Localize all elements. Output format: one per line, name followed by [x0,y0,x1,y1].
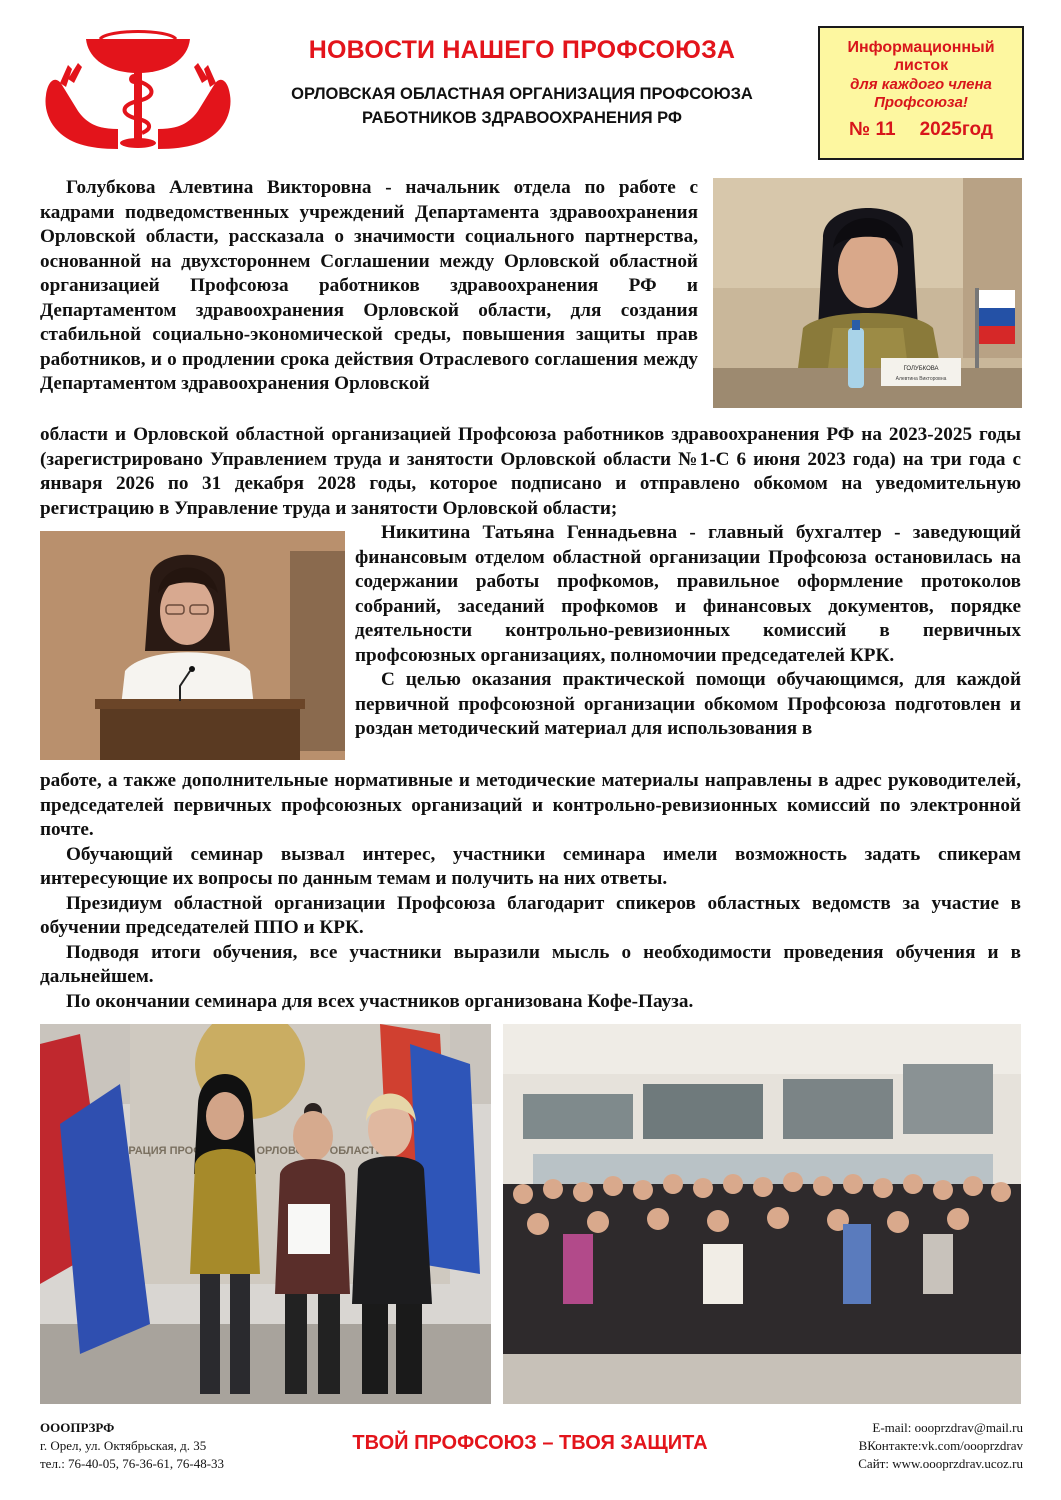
photo-group-three [40,1024,491,1404]
para2-text: Никитина Татьяна Геннадьевна - главный бухгалтер - заведующий финансовым отделом областной организации Профсоюза остановилась на содержании работы профкомов, правильное оформление протоколов собраний, заседаний профкомов и финансовых документов, порядке деятельности контрольно-ревизионных комиссий в первичных профсоюзных организациях, полномочии председателей КРК. [355,522,1021,666]
article-paragraph-3 [40,769,1021,1014]
info-line4: Профсоюза! [874,94,968,111]
footer-address: г. Орел, ул. Октябрьская, д. 35 [40,1438,207,1453]
emblem-text: ФЕДЕРАЦИЯ ОРЛОВСКОЙ ОБЛАСТИ [96,1145,384,1157]
photo-seminar-participants [503,1024,1021,1404]
newsletter-title: НОВОСТИ НАШЕГО ПРОФСОЮЗА [308,36,736,64]
issue-number-row [820,119,1022,141]
subtitle-line1: ОРЛОВСКАЯ ОБЛАСТНАЯ ОРГАНИЗАЦИЯ ПРОФСОЮЗА [291,85,753,103]
footer-site-link[interactable]: Сайт: www.oooprzdrav.ucoz.ru [858,1456,1023,1471]
organization-subtitle [252,82,792,130]
nameplate-surname: ГОЛУБКОВА [903,366,939,372]
info-line3: для каждого члена [850,75,992,93]
para5-text: Президиум областной организации Профсоюза благодарит спикеров областных ведомств за участие в обучении председателей ППО и КРК. [40,892,1021,938]
photo-speaker-golubkova [713,178,1022,408]
footer-phones: тел.: 76-40-05, 76-36-61, 76-48-33 [40,1456,225,1471]
info-line2: листок [893,57,949,74]
para1-top-text: Голубкова Алевтина Викторовна - начальник отдела по работе с кадрами подведомственных учреждений Департамента здравоохранения Орловской области, рассказала о значимости социального партнерства, основанной на двухстороннем Соглашении между Орловской областной организацией Профсоюза работников здравоохранения РФ и Департаментом здравоохранения Орловской области, для создания стабильной социально-экономической среды, повышения защиты прав работников, и о продлении срока действия Отраслевого соглашения между Департаментом здравоохранения Орловской [40,177,698,394]
footer-contacts-right [858,1419,1023,1473]
para6-text: Подводя итоги обучения, все участники выразили мысль о необходимости проведения обучения и в дальнейшем. [40,941,1021,987]
article-paragraph-1-bottom [40,423,1021,521]
footer-slogan: ТВОЙ ПРОФСОЮЗ – ТВОЯ ЗАЩИТА [352,1432,708,1454]
para3-top-text: С целью оказания практической помощи обучающимся, для каждой первичной профсоюзной организации обкомом Профсоюза подготовлен и роздан методический материал для использования в [355,669,1021,739]
info-line1: Информационный [847,39,995,56]
nameplate-name: Алевтина Викторовна [895,376,947,382]
para1-bottom-text: области и Орловской областной организацией Профсоюза работников здравоохранения РФ на 2023-2025 годы (зарегистрировано Управлением труда и занятости Орловской области №1-С 6 июня 2023 года) на три года с января 2026 по 31 декабря 2028 годы, которое подписано и отправлено обкомом на уведомительную регистрацию в Управление труда и занятости Орловской области; [40,424,1021,519]
footer-vk-link[interactable]: ВКонтакте:vk.com/oooprzdrav [858,1438,1023,1453]
footer-org: ОООПРЗРФ [40,1420,115,1435]
para4-text: Обучающий семинар вызвал интерес, участники семинара имели возможность задать спикерам интересующие их вопросы по данным темам и получить на них ответы. [40,843,1021,889]
issue-year: 2025год [919,118,993,140]
issue-info-box [818,26,1024,160]
para7-text: По окончании семинара для всех участников организована Кофе-Пауза. [66,990,694,1012]
para3-bottom-text: работе, а также дополнительные нормативные и методические материалы направлены в адрес руководителей, председателей первичных профсоюзных организаций и контрольно-ревизионных комиссий по электронной почте. [40,770,1021,840]
footer-contacts-left [40,1419,224,1473]
union-logo [38,25,238,155]
article-paragraph-2 [355,521,1021,742]
subtitle-line2: РАБОТНИКОВ ЗДРАВООХРАНЕНИЯ РФ [361,109,683,127]
footer-email[interactable]: E-mail: oooprzdrav@mail.ru [872,1420,1023,1435]
issue-number: № 11 [849,118,896,140]
photo-speaker-nikitina [40,531,345,760]
article-paragraph-1-top [40,176,698,397]
